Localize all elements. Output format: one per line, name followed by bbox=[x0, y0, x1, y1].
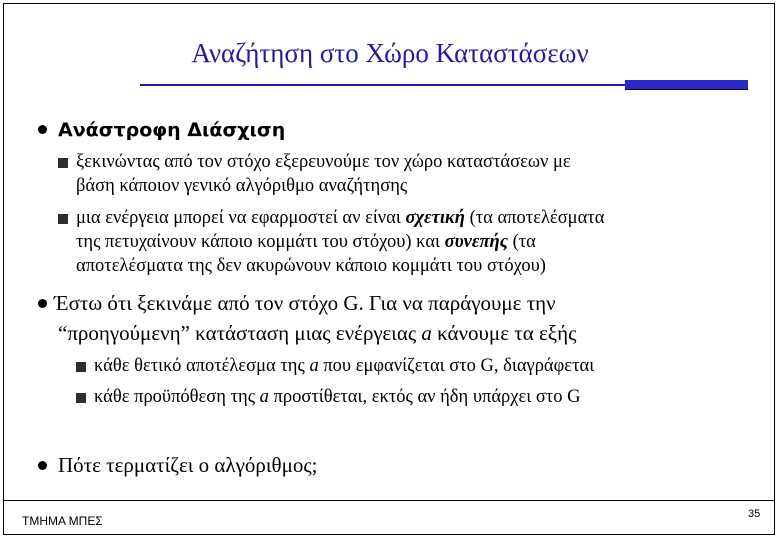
sub-bullet-text: ξεκινώντας από τον στόχο εξερευνούμε τον χώρο καταστάσεων με bbox=[76, 152, 571, 172]
sub-bullet-text: μια ενέργεια μπορεί να εφαρμοστεί αν είναι σχετική (τα αποτελέσματα bbox=[76, 208, 605, 228]
title-accent-line bbox=[625, 89, 748, 90]
bullet-dot-icon bbox=[38, 461, 47, 470]
sub-bullet-text: κάθε προϋπόθεση της a προστίθεται, εκτός αν ήδη υπάρχει στο G bbox=[94, 387, 581, 407]
bullet-text: “προηγούμενη” κατάσταση μιας ενέργειας a κάνουμε τα εξής bbox=[58, 321, 577, 345]
slide-title: Αναζήτηση στο Χώρο Καταστάσεων bbox=[191, 38, 589, 68]
square-bullet-icon bbox=[58, 158, 68, 168]
sub-bullet-text: βάση κάποιον γενικό αλγόριθμο αναζήτησης bbox=[76, 176, 408, 196]
bullet-text: Πότε τερματίζει ο αλγόριθμος; bbox=[58, 453, 318, 477]
sub-bullet-text: κάθε θετικό αποτέλεσμα της a που εμφανίζεται στο G, διαγράφεται bbox=[94, 356, 595, 376]
title-accent-bar bbox=[625, 80, 748, 89]
footer-divider bbox=[4, 500, 775, 501]
square-bullet-icon bbox=[76, 362, 86, 372]
page-number: 35 bbox=[748, 508, 761, 520]
footer-label: ΤΜΗΜΑ ΜΠΕΣ bbox=[22, 514, 103, 528]
bullet-dot-icon bbox=[38, 299, 47, 308]
title-underline bbox=[140, 84, 625, 86]
square-bullet-icon bbox=[58, 214, 68, 224]
square-bullet-icon bbox=[76, 393, 86, 403]
sub-bullet-text: της πετυχαίνουν κάποιο κομμάτι του στόχου) και συνεπής (τα bbox=[76, 232, 536, 252]
sub-bullet-text: αποτελέσματα της δεν ακυρώνουν κάποιο κομμάτι του στόχου) bbox=[76, 256, 546, 276]
bullet-heading: Ανάστροφη Διάσχιση bbox=[58, 119, 286, 141]
bullet-dot-icon bbox=[38, 125, 47, 134]
bullet-text: Έστω ότι ξεκινάμε από τον στόχο G. Για να παράγουμε την bbox=[54, 291, 556, 315]
